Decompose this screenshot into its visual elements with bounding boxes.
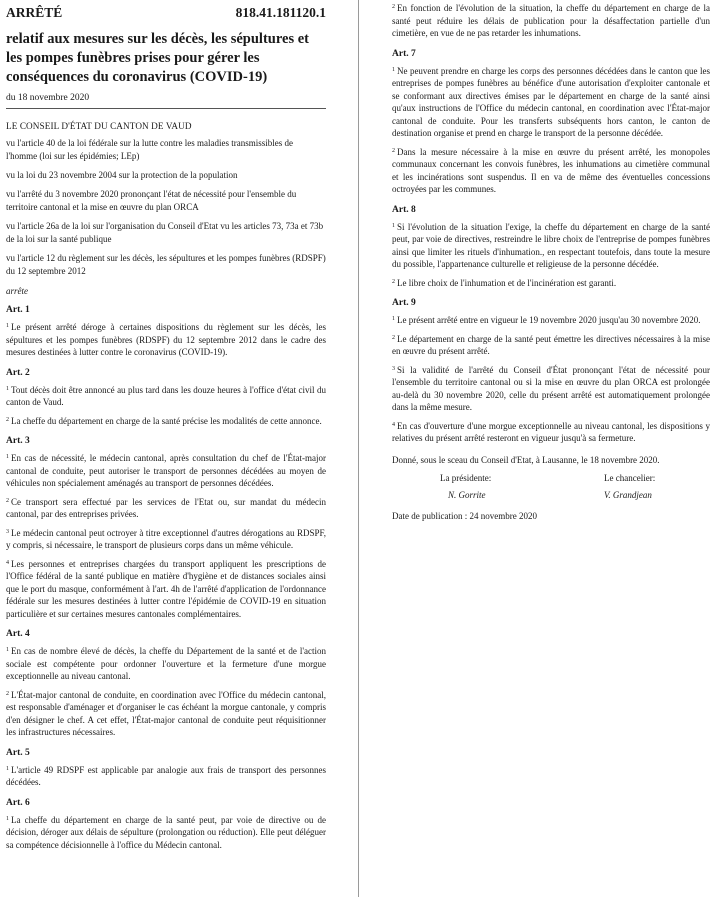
article-9-title: Art. 9	[392, 298, 416, 308]
column-divider	[358, 0, 359, 897]
article-paragraph	[392, 2, 710, 40]
article-1-title: Art. 1	[6, 305, 30, 315]
paragraph-number: 1	[6, 765, 9, 772]
article-paragraph	[392, 364, 710, 414]
president-role: La présidente:	[440, 472, 492, 483]
article-paragraph	[6, 645, 326, 683]
paragraph-text: Le libre choix de l'inhumation et de l'incinération est garanti.	[397, 277, 617, 288]
arrete-word: arrête	[6, 286, 28, 296]
document-title: relatif aux mesures sur les décès, les sépultures et les pompes funèbres prises pour gérer les conséquences du coronavirus (COVID-19)	[6, 31, 309, 85]
paragraph-number: 2	[6, 416, 9, 423]
publication-date: Date de publication : 24 novembre 2020	[392, 510, 537, 521]
paragraph-text: Dans la mesure nécessaire à la mise en œuvre du présent arrêté, les monopoles communaux concernant les convois funèbres, les inhumations au cimetière communal et les incinérations sont suspendus. Il en va de même des éventuelles concessions octroyées par les communes.	[392, 146, 710, 194]
article-5-title: Art. 5	[6, 747, 30, 758]
chancellor-name: V. Grandjean	[604, 489, 652, 500]
paragraph-number: 1	[6, 815, 9, 822]
article-paragraph	[6, 452, 326, 490]
paragraph-text: Le médecin cantonal peut octroyer à titre exceptionnel d'autres dérogations au RDSPF, y compris, si nécessaire, le transport de plusieurs corps dans un même véhicule.	[6, 527, 326, 550]
chancellor-role: Le chancelier:	[604, 472, 656, 483]
signature-names	[392, 490, 710, 503]
article-paragraph	[392, 221, 710, 271]
article-paragraph	[6, 764, 326, 789]
article-paragraph	[6, 496, 326, 521]
paragraph-number: 3	[392, 365, 395, 372]
paragraph-number: 1	[6, 385, 9, 392]
paragraph-text: Ne peuvent prendre en charge les corps des personnes décédées dans le canton que les entreprises de pompes funèbres au bénéfice d'une autorisation d'exploiter cantonale et se conformant aux directives émises par le département en charge de la santé ainsi qu'aux instructions de l'Office du médecin cantonal, en coordination avec l'État-major cantonal de conduite. Pour les transferts subséquents hors canton, le canton de destination organise et prend en charge le transport de la personne décédée.	[392, 65, 710, 138]
paragraph-number: 1	[392, 222, 395, 229]
article-paragraph	[392, 65, 710, 140]
paragraph-number: 2	[392, 147, 395, 154]
paragraph-text: En cas de nombre élevé de décès, la cheffe du Département de la santé et de l'action sociale est compétente pour ordonner l'ouverture et la fermeture d'une morgue exceptionnelle au niveau cantonal.	[6, 646, 326, 681]
issuing-authority: LE CONSEIL D'ÉTAT DU CANTON DE VAUD	[6, 121, 192, 131]
preamble-item: vu l'article 12 du règlement sur les décès, les sépultures et les pompes funèbres (RDSPF) du 12 septembre 2012	[6, 253, 326, 276]
paragraph-number: 2	[392, 278, 395, 285]
document-number: 818.41.181120.1	[235, 5, 326, 20]
document-date: du 18 novembre 2020	[6, 93, 326, 109]
article-paragraph	[6, 558, 326, 621]
paragraph-text: Ce transport sera effectué par les services de l'Etat ou, sur mandat du médecin cantonal, par des entreprises privées.	[6, 496, 326, 519]
document-type: ARRÊTÉ	[6, 5, 63, 20]
paragraph-text: Le présent arrêté déroge à certaines dispositions du règlement sur les décès, les sépultures et les pompes funèbres (RDSPF) du 12 septembre 2012 dans le cadre des mesures destinées à lutter contre le coronavirus (COVID-19).	[6, 322, 326, 357]
article-paragraph	[392, 314, 710, 327]
paragraph-text: Le présent arrêté entre en vigueur le 19 novembre 2020 jusqu'au 30 novembre 2020.	[397, 315, 701, 325]
article-4-title: Art. 4	[6, 629, 30, 639]
paragraph-number: 4	[392, 421, 395, 428]
left-column	[6, 0, 326, 851]
paragraph-text: La cheffe du département en charge de la santé peut, par voie de directive ou de décision, déroger aux délais de sépulture (prolongation ou réduction). Elle peut déléguer sa compétence décisionnelle à l'office du Médecin cantonal.	[6, 814, 326, 850]
article-paragraph	[392, 277, 710, 290]
article-paragraph	[6, 527, 326, 552]
article-paragraph	[392, 333, 710, 358]
preamble-item: vu la loi du 23 novembre 2004 sur la protection de la population	[6, 170, 238, 180]
paragraph-text: Si l'évolution de la situation l'exige, la cheffe du département en charge de la santé peut, par voie de directives, restreindre le libre choix de l'entreprise de pompes funèbres ainsi que limiter les rituels d'inhumation., en respectant toutefois, dans toute la mesure du possible, l'appartenance culturelle et religieuse de la personne décédée.	[392, 221, 710, 269]
paragraph-text: En fonction de l'évolution de la situation, la cheffe du département en charge de la santé peut réduire les délais de publication pour la désaffectation partielle d'un cimetière, en vue de ne pas retarder les inhumations.	[392, 3, 710, 38]
signature-roles	[392, 473, 710, 486]
paragraph-number: 1	[6, 647, 9, 653]
preamble-item: vu l'article 40 de la loi fédérale sur la lutte contre les maladies transmissibles de l'homme (loi sur les épidémies; LEp)	[6, 138, 294, 161]
article-3-title: Art. 3	[6, 436, 30, 446]
paragraph-text: La cheffe du département en charge de la santé précise les modalités de cette annonce.	[11, 415, 322, 426]
paragraph-number: 1	[6, 454, 9, 460]
article-6-title: Art. 6	[6, 797, 30, 808]
paragraph-text: Si la validité de l'arrêté du Conseil d'État prononçant l'état de nécessité pour l'ensemble du territoire cantonal ou si la mise en œuvre du plan ORCA est prolongée au-delà du 30 novembre 2020, celle du présent arrêté est automatiquement prolongée dans la même mesure.	[392, 364, 710, 412]
right-column	[392, 0, 710, 521]
paragraph-number: 1	[392, 316, 395, 322]
paragraph-text: L'article 49 RDSPF est applicable par analogie aux frais de transport des personnes décédées.	[6, 764, 326, 787]
president-name: N. Gorrite	[448, 489, 486, 500]
document-header	[6, 5, 326, 25]
given-under-seal: Donné, sous le sceau du Conseil d'Etat, à Lausanne, le 18 novembre 2020.	[392, 454, 660, 465]
article-paragraph	[6, 814, 326, 852]
paragraph-number: 2	[6, 690, 9, 697]
article-7-title: Art. 7	[392, 48, 416, 59]
article-paragraph	[392, 420, 710, 445]
paragraph-text: Les personnes et entreprises chargées du transport appliquent les prescriptions de l'Office fédéral de la santé publique en matière d'hygiène et de distances sociales ainsi que le port du masque, conformément à l'art. 4h de l'arrêté d'application de l'ordonnance fédérale sur les mesures destinées à lutter contre l'épidémie de COVID-19 en situation particulière et sur certaines mesures cantonales complémentaires.	[6, 558, 326, 619]
paragraph-number: 2	[392, 4, 395, 10]
article-2-title: Art. 2	[6, 367, 30, 378]
paragraph-text: En cas d'ouverture d'une morgue exceptionnelle au niveau cantonal, les dispositions y relatives du présent arrêté resteront en vigueur jusqu'à sa fermeture.	[392, 420, 710, 443]
paragraph-number: 3	[6, 528, 9, 535]
paragraph-text: L'État-major cantonal de conduite, en coordination avec l'Office du médecin cantonal, est responsable d'aménager et d'organiser le cas échéant la morgue cantonale, y compris d'en désigner le chef. A cet effet, l'État-major cantonal de conduite peut réquisitionner les infrastructures nécessaires.	[6, 689, 326, 737]
article-paragraph	[392, 146, 710, 196]
article-paragraph	[6, 689, 326, 739]
paragraph-text: Le département en charge de la santé peut émettre les directives nécessaires à la mise en œuvre du présent arrêté.	[392, 333, 710, 356]
article-paragraph	[6, 321, 326, 359]
paragraph-number: 2	[6, 497, 9, 504]
article-8-title: Art. 8	[392, 204, 416, 215]
paragraph-number: 1	[392, 66, 395, 73]
article-paragraph	[6, 415, 326, 428]
paragraph-number: 4	[6, 559, 9, 566]
paragraph-text: Tout décès doit être annoncé au plus tard dans les douze heures à l'office d'état civil du canton de Vaud.	[6, 384, 326, 407]
article-paragraph	[6, 384, 326, 409]
paragraph-number: 2	[392, 334, 395, 341]
preamble-item: vu l'article 26a de la loi sur l'organisation du Conseil d'Etat vu les articles 73, 73a et 73b de la loi sur la santé publique	[6, 221, 324, 244]
paragraph-number: 1	[6, 323, 9, 329]
preamble-item: vu l'arrêté du 3 novembre 2020 prononçant l'état de nécessité pour l'ensemble du territoire cantonal et la mise en œuvre du plan ORCA	[6, 189, 297, 212]
paragraph-text: En cas de nécessité, le médecin cantonal, après consultation du chef de l'État-major cantonal de conduite, peut autoriser le transport de personnes décédées au moyen de véhicules non spécialement aménagés au transport de personnes décédées.	[6, 453, 326, 488]
